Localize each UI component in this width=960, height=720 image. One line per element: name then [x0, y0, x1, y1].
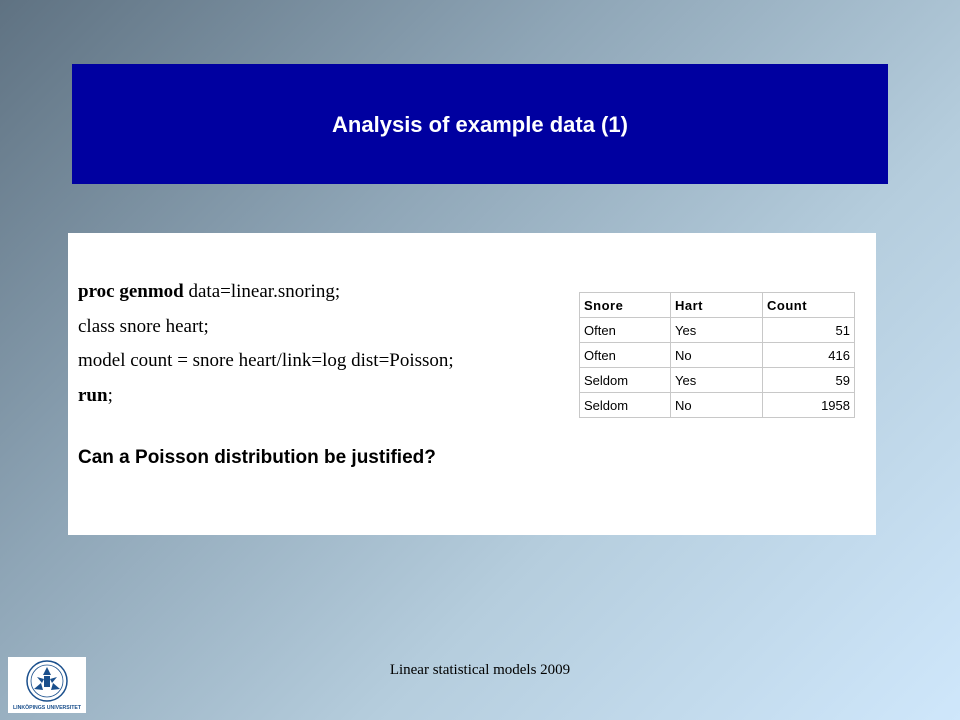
- table-cell-hart: Yes: [671, 368, 763, 393]
- code-line-4-rest: ;: [107, 384, 113, 406]
- code-keyword-genmod: genmod: [119, 281, 184, 302]
- table-cell-snore: Seldom: [580, 368, 671, 393]
- table-row: [580, 393, 855, 418]
- table-cell-count: 1958: [763, 393, 855, 418]
- code-line-1: [78, 275, 454, 310]
- table-header-cell: Hart: [671, 293, 763, 318]
- title-banner: [72, 64, 888, 184]
- code-line-1-rest: data=linear.snoring;: [183, 281, 341, 302]
- table-row: [580, 343, 855, 368]
- code-keyword-proc: proc: [78, 281, 115, 302]
- table-row: [580, 318, 855, 343]
- snoring-data-table: [579, 292, 855, 418]
- table-cell-hart: No: [671, 393, 763, 418]
- table-cell-snore: Often: [580, 318, 671, 343]
- table-header-cell: Snore: [580, 293, 671, 318]
- table-cell-count: 416: [763, 343, 855, 368]
- slide-title: Analysis of example data (1): [332, 112, 628, 137]
- code-line-4: [78, 379, 454, 414]
- content-panel: [68, 233, 876, 535]
- table-cell-hart: No: [671, 343, 763, 368]
- table-cell-count: 51: [763, 318, 855, 343]
- table-cell-snore: Seldom: [580, 393, 671, 418]
- code-keyword-run: run: [78, 384, 108, 406]
- logo-caption: LINKÖPINGS UNIVERSITET: [12, 705, 82, 711]
- code-line-2: class snore heart;: [78, 315, 209, 337]
- table-header-row: [580, 293, 855, 318]
- table-cell-hart: Yes: [671, 318, 763, 343]
- slide-footer: Linear statistical models 2009: [389, 662, 571, 678]
- code-line-3: model count = snore heart/link=log dist=Poisson;: [78, 350, 454, 371]
- table-row: [580, 368, 855, 393]
- sas-code-block: [78, 275, 454, 413]
- table-header-cell: Count: [763, 293, 855, 318]
- question-text: Can a Poisson distribution be justified?: [78, 447, 436, 468]
- table-cell-count: 59: [763, 368, 855, 393]
- table-cell-snore: Often: [580, 343, 671, 368]
